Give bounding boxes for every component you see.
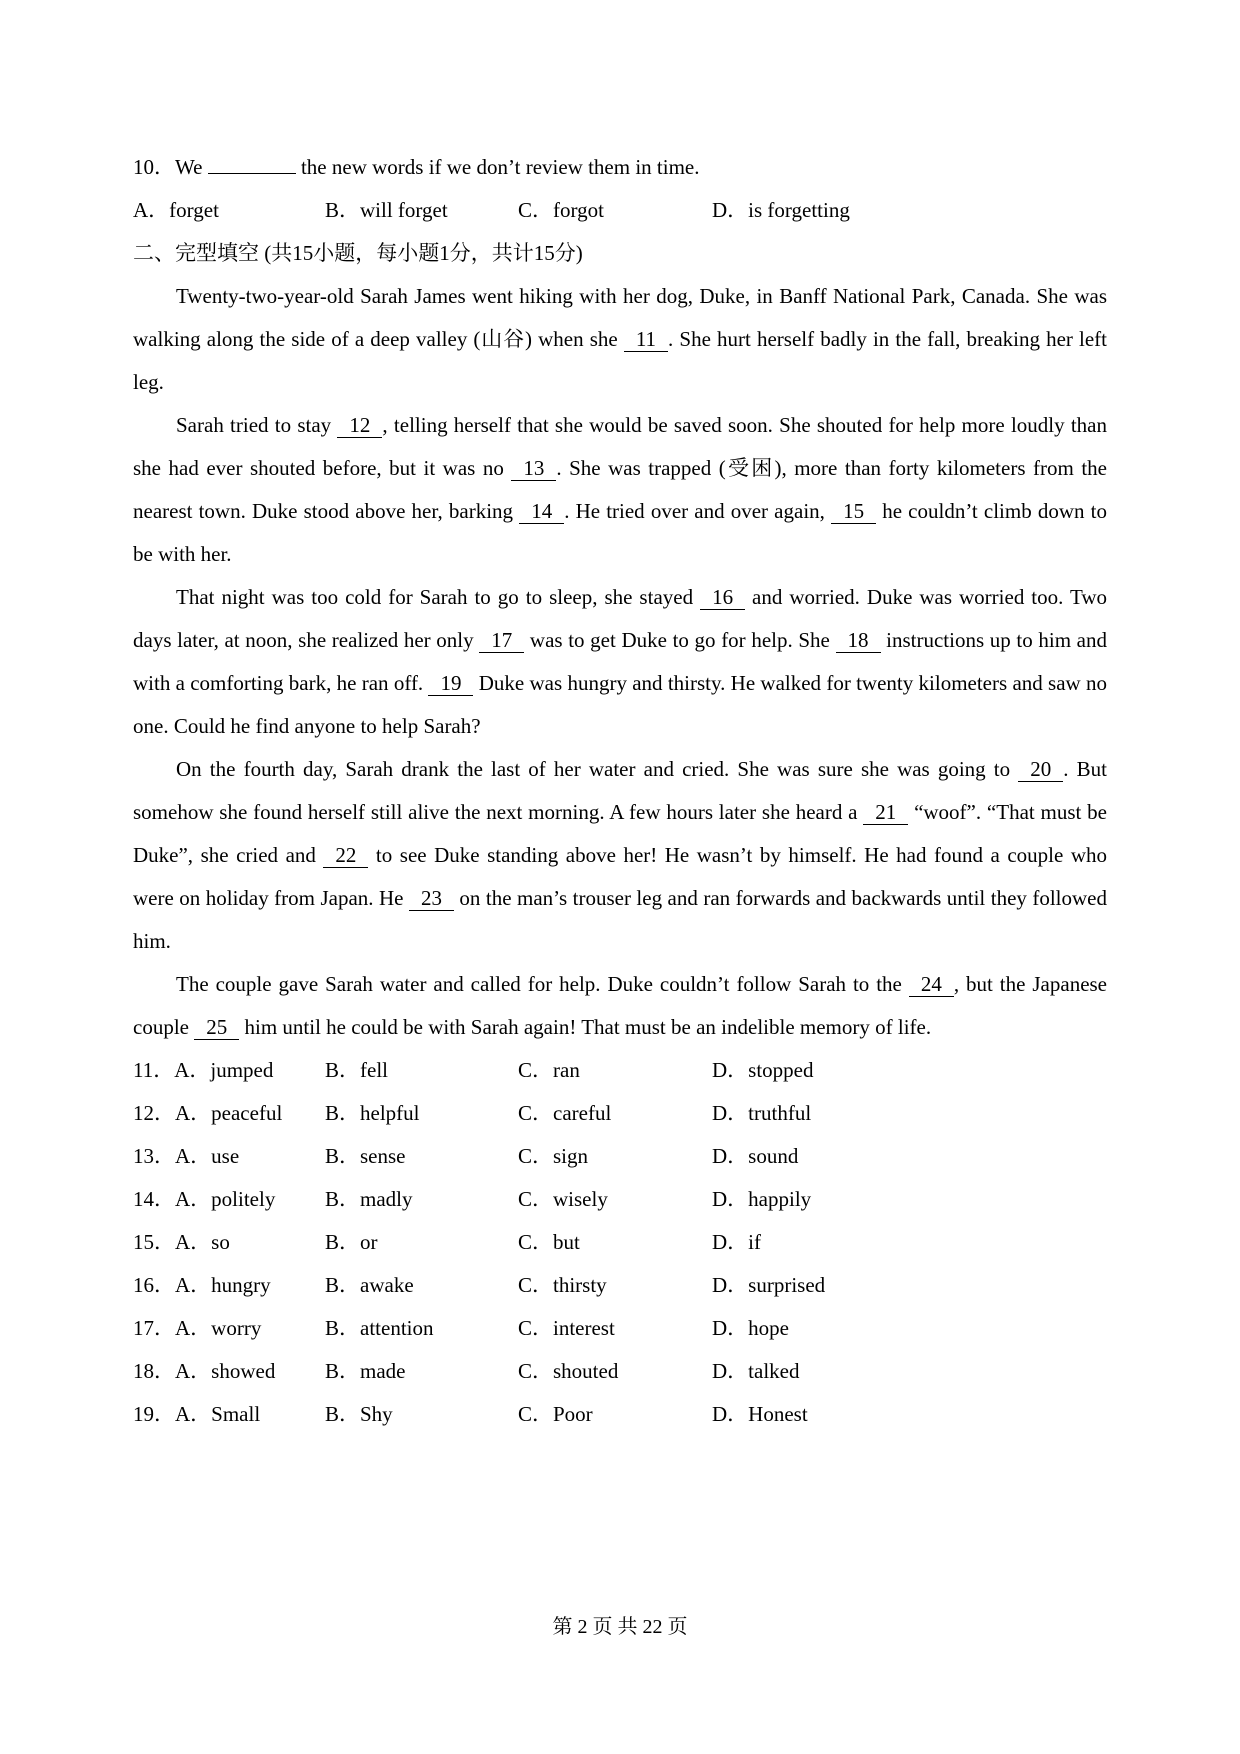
passage-paragraph: The couple gave Sarah water and called for help. Duke couldn’t follow Sarah to the 24 , but the Japanese couple 25 him until he could be with Sarah again! That must be an indelible memory of life. — [133, 972, 1108, 1039]
option-11-D: D．stopped — [712, 1058, 814, 1082]
option-12-C: C．careful — [518, 1101, 612, 1125]
option-13-B: B．sense — [325, 1144, 406, 1168]
cloze-question-row-17 — [133, 1307, 1107, 1350]
page-footer: 第 2 页 共 22 页 — [552, 1616, 688, 1638]
option-15-C: C．but — [518, 1230, 580, 1254]
cloze-question-row-18 — [133, 1350, 1107, 1393]
option-14-C: C．wisely — [518, 1187, 608, 1211]
cloze-blank-14: 14 — [519, 499, 564, 524]
page-content — [133, 146, 1107, 1436]
cloze-blank-11: 11 — [624, 327, 668, 352]
option-17-A: 17．A．worry — [133, 1316, 262, 1340]
cloze-blank-13: 13 — [511, 456, 556, 481]
cloze-question-row-19 — [133, 1393, 1107, 1436]
option-15-B: B．or — [325, 1230, 378, 1254]
option-10-B: B．will forget — [325, 198, 448, 222]
option-13-A: 13．A．use — [133, 1144, 240, 1168]
cloze-blank-16: 16 — [700, 585, 745, 610]
option-12-D: D．truthful — [712, 1101, 812, 1125]
passage-paragraph: On the fourth day, Sarah drank the last of her water and cried. She was sure she was going to 20 . But somehow she found herself still alive the next morning. A few hours later she heard a 21 “woof”. “That must be Duke”, she cried and 22 to see Duke standing above her! He wasn’t by himself. He had found a couple who were on holiday from Japan. He 23 on the man’s trouser leg and ran forwards and backwards until they followed him. — [133, 757, 1108, 953]
option-13-D: D．sound — [712, 1144, 799, 1168]
cloze-blank-24: 24 — [909, 972, 954, 997]
option-15-A: 15．A．so — [133, 1230, 230, 1254]
cloze-question-row-11 — [133, 1049, 1107, 1092]
question-10-line: 10．We the new words if we don’t review them in time. — [133, 146, 1107, 189]
cloze-question-row-15 — [133, 1221, 1107, 1264]
cloze-blank-17: 17 — [479, 628, 524, 653]
answer-blank — [208, 152, 296, 174]
question-10-options — [133, 189, 1107, 232]
option-12-A: 12．A．peaceful — [133, 1101, 283, 1125]
option-10-D: D．is forgetting — [712, 198, 850, 222]
cloze-blank-20: 20 — [1018, 757, 1063, 782]
option-16-C: C．thirsty — [518, 1273, 607, 1297]
option-14-A: 14．A．politely — [133, 1187, 276, 1211]
option-15-D: D．if — [712, 1230, 761, 1254]
cloze-blank-19: 19 — [428, 671, 473, 696]
passage-paragraph: Sarah tried to stay 12 , telling herself that she would be saved soon. She shouted for help more loudly than she had ever shouted before, but it was no 13 . She was trapped (受困), more than forty kilometers from the nearest town. Duke stood above her, barking 14 . He tried over and over again, 15 he couldn’t climb down to be with her. — [133, 413, 1108, 566]
cloze-passage — [133, 275, 1107, 1049]
option-19-D: D．Honest — [712, 1402, 808, 1426]
option-16-D: D．surprised — [712, 1273, 826, 1297]
cloze-option-rows — [133, 1049, 1107, 1436]
option-16-B: B．awake — [325, 1273, 414, 1297]
cloze-blank-15: 15 — [831, 499, 876, 524]
passage-paragraph: Twenty-two-year-old Sarah James went hiking with her dog, Duke, in Banff National Park, Canada. She was walking along the side of a deep valley (山谷) when she 11 . She hurt herself badly in the fall, breaking her left leg. — [133, 284, 1107, 394]
option-14-B: B．madly — [325, 1187, 413, 1211]
cloze-blank-23: 23 — [409, 886, 454, 911]
option-17-D: D．hope — [712, 1316, 789, 1340]
option-19-B: B．Shy — [325, 1402, 393, 1426]
option-14-D: D．happily — [712, 1187, 812, 1211]
cloze-question-row-14 — [133, 1178, 1107, 1221]
option-10-C: C．forgot — [518, 198, 604, 222]
cloze-blank-21: 21 — [863, 800, 908, 825]
option-17-B: B．attention — [325, 1316, 434, 1340]
option-11-C: C．ran — [518, 1058, 580, 1082]
cloze-question-row-13 — [133, 1135, 1107, 1178]
option-10-A: A．forget — [133, 198, 219, 222]
option-11-A: 11．A．jumped — [133, 1058, 274, 1082]
option-17-C: C．interest — [518, 1316, 615, 1340]
option-18-C: C．shouted — [518, 1359, 619, 1383]
cloze-blank-18: 18 — [836, 628, 881, 653]
option-19-C: C．Poor — [518, 1402, 593, 1426]
section-2-heading-text: 二、完型填空 (共15小题，每小题1分，共计15分) — [133, 241, 583, 265]
question-10-option-row — [133, 189, 1107, 232]
cloze-blank-22: 22 — [323, 843, 368, 868]
option-12-B: B．helpful — [325, 1101, 420, 1125]
option-13-C: C．sign — [518, 1144, 589, 1168]
section-2-heading — [133, 232, 1107, 275]
option-18-B: B．made — [325, 1359, 406, 1383]
cloze-blank-12: 12 — [337, 413, 382, 438]
option-19-A: 19．A．Small — [133, 1402, 261, 1426]
passage-paragraph: That night was too cold for Sarah to go to sleep, she stayed 16 and worried. Duke was worried too. Two days later, at noon, she realized her only 17 was to get Duke to go for help. She 18 instructions up to him and with a comforting bark, he ran off. 19 Duke was hungry and thirsty. He walked for twenty kilometers and saw no one. Could he find anyone to help Sarah? — [133, 585, 1108, 738]
cloze-question-row-16 — [133, 1264, 1107, 1307]
option-11-B: B．fell — [325, 1058, 388, 1082]
option-18-A: 18．A．showed — [133, 1359, 276, 1383]
cloze-blank-25: 25 — [194, 1015, 239, 1040]
option-18-D: D．talked — [712, 1359, 800, 1383]
option-16-A: 16．A．hungry — [133, 1273, 271, 1297]
cloze-question-row-12 — [133, 1092, 1107, 1135]
